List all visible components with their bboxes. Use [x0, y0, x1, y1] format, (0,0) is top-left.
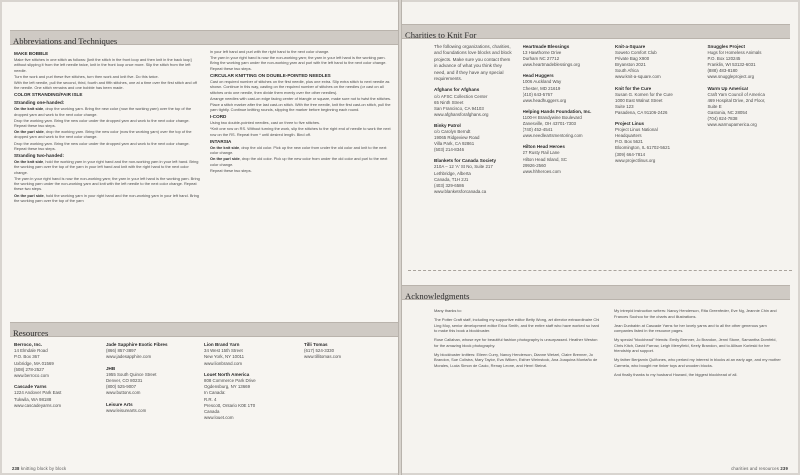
charity-entry — [523, 144, 607, 174]
step-side-label: On the purl side — [210, 156, 240, 162]
step-text: , drop the old color. Pick up the new color from under the old color and purl to the next color change. — [210, 156, 388, 167]
resource-line: Ogdensburg, NY 13669 — [204, 384, 251, 390]
acknowledgments-heading-bar — [402, 285, 790, 300]
resource-line: www.buttons.com — [106, 390, 141, 396]
charity-address-line: P.O. Box 5621 — [615, 139, 643, 145]
charity-address-line: www.blanketsforcanada.ca — [434, 188, 487, 194]
resource-line: 808 Commerce Park Drive — [204, 378, 256, 384]
resource-name: JHB — [106, 365, 116, 371]
charity-entry — [615, 44, 699, 81]
charity-name: Binky Patrol — [434, 122, 461, 128]
charity-address-line: South Africa — [615, 68, 639, 74]
charity-address-line: Soweto Comfort Club — [615, 50, 657, 56]
technique-step — [14, 106, 200, 117]
charity-address-line: 1100-H Brandywine Boulevard — [522, 114, 582, 120]
charity-address-line: (309) 664-7814 — [615, 151, 646, 157]
charity-address-line: 1000 East Walnut Street — [615, 97, 663, 103]
resource-entry — [14, 342, 106, 379]
charity-address-line: (888) 483-8180 — [707, 68, 738, 74]
charity-address-line: 29926-2560 — [522, 162, 546, 168]
resource-entry — [106, 366, 204, 397]
technique-subheading: Stranding two-handed: — [14, 153, 65, 159]
technique-heading: MAKE BOBBLE — [14, 51, 49, 56]
resource-line: Prescott, Ontario K0E 1T0 — [204, 402, 256, 408]
charity-address-line: www.knit-a-square.com — [615, 74, 661, 80]
charity-address-line: (704) 824-7838 — [707, 116, 738, 122]
charities-heading-bar — [402, 24, 790, 39]
charity-address-line: c/o Carolyn Berndt — [434, 129, 471, 134]
charity-name: Helping Hands Foundation, Inc. — [522, 108, 592, 114]
charity-column-4 — [707, 44, 788, 264]
acknowledgments-columns — [434, 308, 788, 458]
technique-paragraph: Make five stitches in one stitch as follows: [knit the stitch in the front loop and then knit in the back loop] without slipping it from the left needle twice, knit in the front loop once more. Slip the stitch from the left needle. — [14, 57, 192, 73]
resource-entry — [304, 342, 384, 361]
right-folio — [731, 466, 788, 471]
charity-entry — [434, 123, 515, 153]
charity-address-line: www.afghansforafghans.org — [434, 111, 489, 117]
resource-line: 1224 Andover Park East — [14, 390, 62, 396]
charity-address-line: c/o AFSC Collection Center — [434, 93, 488, 99]
resource-entry — [106, 342, 204, 361]
resource-name: Jade Sapphire Exotic Fibres — [106, 342, 168, 347]
resources-columns — [14, 342, 392, 457]
technique-paragraph: With the left needle, pull the second, third, fourth and fifth stitches, one at a time over the first stitch and off the needle. One stitch remains and one bobble has been made. — [14, 79, 197, 91]
charity-address-line: Suite E — [707, 103, 722, 109]
left-page-number: 238 — [12, 466, 20, 471]
charity-entry — [434, 87, 515, 117]
charity-address-line: Gastonia, NC 28054 — [707, 109, 748, 115]
charity-address-line: (740) 452-4541 — [522, 127, 553, 133]
charity-address-line: 469 Hospital Drive, 2nd Floor, — [707, 97, 766, 103]
charity-entry — [523, 73, 607, 103]
resource-line: www.lionbrand.com — [204, 360, 243, 366]
charities-heading: Charities to Knit For — [405, 30, 477, 40]
charity-name: Knit-a-Square — [615, 44, 646, 49]
step-side-label: On the knit side — [14, 159, 44, 165]
technique-paragraph: Repeat these two steps. — [210, 167, 252, 173]
acknowledgment-paragraph: Jean Dunbabin at Cascade Yarns for her lovely yarns and to all the other generous yarn companies listed in the resource pages. — [614, 322, 767, 333]
charity-entry — [615, 121, 699, 164]
charity-entry — [707, 44, 788, 81]
charity-address-line: Suite 123 — [615, 103, 634, 109]
step-side-label: On the purl side — [14, 192, 44, 198]
resource-name: Lion Brand Yarn — [204, 342, 240, 347]
abbreviations-heading-bar — [10, 30, 398, 45]
acknowledgment-paragraph: My father Benjamin Quiñones, who perked my interest in blocks at an early age, and my mother Carmela, who bought me tinker toys and wooden blocks. — [614, 357, 781, 368]
charity-address-line: (503) 214-8346 — [434, 147, 465, 153]
charity-address-line: Susan G. Komen for the Cure — [615, 91, 673, 97]
charity-address-line: San Francisco, CA 94103 — [434, 105, 484, 111]
charity-entry — [707, 86, 788, 129]
resource-line: www.berroco.com — [14, 373, 49, 379]
acknowledgment-paragraph: And finally thanks to my husband Howard, the biggest blockhead of all. — [614, 371, 738, 377]
charities-intro: The following organizations, charities, and foundations love blocks and block projects. Make sure you contact them in advance of what you think they need, and if they have any special requirements. — [434, 44, 512, 82]
left-page — [2, 2, 398, 473]
technique-step — [14, 193, 200, 204]
charity-address-line: www.headhuggers.org — [522, 97, 567, 103]
right-page-number: 239 — [780, 466, 788, 471]
technique-paragraph: Turn the work and purl these five stitches, turn then work and knit five. Do this twice. — [14, 73, 159, 79]
resources-heading-bar — [10, 322, 398, 337]
step-text: , drop the old color. Pick up the new color from under the old color and knit to the next color change. — [210, 145, 387, 156]
acknowledgment-paragraph: My blockbuster knitters: Eileen Curry, Nancy Henderson, Dianne Wetzel, Claire Brenner, Jo Brandon, Sue Colistra, Mary Taylor, Eva Wilken, Esther Weinstock, Ana Joaquina Montaño de Morales, Lucia Simon de Cacio, Renay Leone, and Henri Steinzi. — [434, 351, 598, 368]
technique-subheading: Stranding one-handed: — [14, 100, 65, 106]
charity-address-line: Canada, T1H 2J1 — [434, 176, 469, 182]
technique-paragraph: in your left hand and purl with the right hand to the next color change. — [210, 49, 330, 54]
charity-address-line: 65 Ninth Street — [434, 99, 464, 105]
resource-line: www.jadesapphire.com — [106, 354, 152, 360]
resources-column — [14, 342, 106, 457]
resource-line: 34 West 15th Street — [204, 348, 243, 354]
charity-name: Blankets for Canada Society — [434, 158, 497, 164]
technique-paragraph: Using two double-pointed needles, cast on three to five stitches. — [210, 120, 321, 126]
charity-address-line: P.O. Box 120245 — [707, 56, 741, 62]
charity-address-line: Craft Yarn Council of America — [707, 91, 765, 97]
acknowledgments-column-1 — [434, 308, 600, 458]
right-page — [402, 2, 798, 473]
step-text: , hold the working yarn in your right hand and the non-working yarn in your left hand. Bring the working yarn over the top of the yarn — [14, 192, 199, 203]
resource-name: Berroco, Inc. — [14, 342, 43, 347]
resource-name: Leisure Arts — [106, 401, 133, 407]
resource-entry — [14, 384, 106, 409]
technique-step — [14, 129, 200, 140]
resource-line: www.tillitomas.com — [304, 354, 342, 360]
resource-line: In Canada: — [204, 390, 226, 396]
charity-address-line: Hilton Head Island, SC — [522, 156, 567, 162]
step-side-label: On the knit side — [210, 145, 240, 151]
technique-heading: CIRCULAR KNITTING ON DOUBLE-POINTED NEEDLES — [210, 72, 331, 78]
technique-paragraph: The yarn in your right hand is now the non-working yarn; the yarn in your left hand is the working yarn. Bring the working yarn under the non-working yarn and purl with the left hand to the next color change. Repeat these two steps. — [210, 55, 387, 71]
resource-name: Tilli Tomas — [304, 342, 328, 347]
charity-address-line: Villa Park, CA 92861 — [434, 141, 475, 147]
resource-line: (866) 857-3897 — [106, 348, 137, 354]
charity-address-line: www.hhheroes.com — [522, 168, 561, 174]
charity-address-line: Private Bag X900 — [615, 56, 650, 62]
resource-line: Uxbridge, MA 01569 — [14, 360, 54, 366]
technique-heading: COLOR STRANDING/FAIR ISLE — [14, 92, 83, 98]
charity-address-line: 19065 Ridgeview Road — [434, 135, 480, 141]
left-folio-text: knitting block by block — [20, 466, 67, 471]
acknowledgments-column-2 — [614, 308, 786, 458]
charity-address-line: Chester, MD 21619 — [522, 85, 561, 91]
abbreviations-heading: Abbreviations and Techniques — [13, 36, 118, 46]
resource-line: R.R. 4 — [204, 396, 217, 402]
technique-step — [14, 159, 200, 175]
resource-line: Canada — [204, 409, 220, 415]
technique-paragraph: *Knit one row on RS. Without turning the work, slip the stitches to the right end of needle to work the next row on the RS. Repeat from * until desired length. Bind off. — [210, 126, 391, 137]
resource-line: 1955 South Quince Street — [106, 371, 157, 377]
technique-paragraph: Cast on required number of stitches on the first needle, plus one extra. Slip extra stitch to next needle as shown. Continue in this way, casting on the required number of stitches on the needles (or cast on all stitches onto one needle, then divide them evenly over the other needles). — [210, 78, 390, 95]
acknowledgment-paragraph: My intrepid instruction writers: Nancy Henderson, Rita Greenfeder, Eve Ng, Jeannie Chin and Frances Soohoo for the charts and illustrations. — [614, 308, 777, 319]
charity-address-line: www.warmupamerica.org — [707, 122, 757, 128]
resource-line: www.louet.com — [204, 415, 234, 421]
step-side-label: On the knit side — [14, 106, 44, 112]
technique-paragraph: Place a stitch marker after the last cast-on stitch. With the free needle, knit the first cast-on stitch, pull the yarn tightly. Continue knitting rounds, slipping the marker before beginning each round. — [210, 101, 391, 113]
acknowledgment-paragraph: Many thanks to: — [434, 308, 462, 313]
resources-heading: Resources — [13, 328, 49, 338]
charity-address-line: Pasadena, CA 91106-2426 — [615, 109, 668, 115]
techniques-column-2 — [210, 49, 392, 304]
resource-name: Louet North America — [204, 371, 250, 377]
charity-address-line: Project Linus National — [615, 127, 658, 133]
resource-line: (800) 525-9007 — [106, 384, 137, 390]
charity-name: Heartmade Blessings — [522, 44, 570, 49]
resource-line: 14 Elmdale Road — [14, 348, 48, 354]
charity-entry — [523, 44, 607, 68]
charity-name: Knit for the Cure — [615, 85, 652, 91]
resource-line: (508) 278-2527 — [14, 366, 45, 372]
technique-paragraph: Drop the working yarn. Bring the new color under the dropped yarn and work to the next color change. Repeat these two steps. — [14, 117, 190, 129]
charity-entry — [523, 109, 607, 139]
acknowledgment-paragraph: My special "blockhead" friends: Emily Brenner, Jo Brandon, Jenni Stone, Samantha Dornfeld, Chris Kitch, David Farrow, Leigh Merryfield, Keely Brandon, and to Allison Korleski for her friendship and support. — [614, 337, 777, 353]
charity-name: Hilton Head Heroes — [522, 144, 565, 150]
step-side-label: On the purl side — [14, 129, 44, 135]
resource-name: Cascade Yarns — [14, 384, 47, 390]
charity-column-1 — [434, 44, 515, 264]
technique-paragraph: Arrange needles with cast-on edge facing center of triangle or square, make sure not to twist the stitches. — [210, 95, 392, 101]
acknowledgment-paragraph: Rose Callahan, whose eye for beautiful fashion photography is unsurpassed. Heather Weston for the amazing block photography. — [434, 337, 598, 348]
charity-name: Snuggles Project — [707, 44, 745, 49]
charity-address-line: 27 Rusty Rail Lane — [522, 150, 560, 156]
resources-column — [204, 342, 304, 457]
technique-heading: I-CORD — [210, 114, 227, 120]
charity-address-line: (403) 329-6586 — [434, 182, 465, 188]
charity-address-line: Zanesville, OH 43701-7303 — [522, 121, 576, 127]
step-text: , drop the working yarn. Bring the new color (now the working yarn) over the top of the dropped yarn and work to the next color change. — [14, 106, 192, 117]
resource-line: www.cascadeyarns.com — [14, 402, 62, 408]
charity-address-line: Bryanston 2021 — [615, 62, 646, 68]
charity-list-1 — [434, 87, 515, 153]
charity-column-3 — [615, 44, 699, 264]
charity-column-2 — [523, 44, 607, 264]
step-text: , hold the working yarn in your right hand and the non-working yarn in your left hand. Bring the working yarn over the top of the yarn in your left hand and knit with the right hand to the next color change. — [14, 159, 199, 175]
charity-address-line: 210A – 12 'A' St No, Suite 217 — [434, 164, 493, 170]
charity-address-line: (410) 643-5767 — [522, 91, 553, 97]
charity-address-line: Bloomington, IL 61702-5621 — [615, 145, 671, 151]
resource-line: (617) 524-3330 — [304, 348, 335, 354]
resource-line: New York, NY 10011 — [204, 354, 245, 360]
resources-column — [304, 342, 384, 457]
techniques-columns — [14, 49, 392, 304]
section-divider — [408, 270, 792, 271]
resource-line: www.leisurearts.com — [106, 407, 147, 413]
charity-address-line: 13 Hawthorne Drive — [522, 50, 562, 56]
charity-address — [434, 164, 515, 194]
charity-entry — [615, 86, 699, 116]
charity-name: Warm Up America! — [707, 85, 749, 91]
resource-line: Tukwila, WA 98188 — [14, 396, 52, 402]
charity-name: Head Huggers — [522, 73, 554, 79]
resource-entry — [204, 342, 304, 367]
resources-column — [106, 342, 204, 457]
acknowledgment-paragraph: The Potter Craft staff, including my supportive editor Betty Wong, art director extraordinaire Chi Ling Moy, senior development editor Erica Smith, and the entire staff who have worked so hard to make this book a blockbuster. — [434, 317, 600, 333]
right-folio-text: charities and resources — [731, 466, 780, 471]
charity-entry — [434, 158, 515, 195]
charity-address-line: 1006 Auckland Way — [522, 79, 562, 85]
resource-entry — [106, 402, 204, 414]
charity-address-line: Hugs for Homeless Animals — [707, 50, 762, 56]
technique-step — [210, 156, 392, 167]
charity-address-line: Franklin, WI 53132-6031 — [707, 62, 756, 68]
technique-paragraph: The yarn in your right hand is now the non-working yarn; the yarn in your left hand is the working yarn. Bring the working yarn under the non-working yarn and knit with the left needle to the next color change. Repeat these two steps. — [14, 175, 200, 192]
charity-address-line: Headquarters — [615, 133, 642, 139]
technique-paragraph: Drop the working yarn. Bring the new color under the dropped yarn and work to the next color change. Repeat these two steps. — [14, 140, 190, 151]
resource-entry — [204, 372, 304, 422]
resource-line: P.O. Box 367 — [14, 354, 40, 360]
acknowledgments-heading: Acknowledgments — [405, 291, 470, 301]
charity-address-line: Durham NC 27712 — [522, 56, 560, 62]
left-folio — [12, 466, 66, 471]
technique-step — [210, 145, 392, 156]
technique-heading: INTARSIA — [210, 139, 232, 145]
charity-name: Project Linus — [615, 121, 645, 127]
charity-address-line: www.heartmadeblessings.org — [522, 62, 580, 68]
charity-name: Afghans for Afghans — [434, 87, 480, 93]
techniques-column-1 — [14, 49, 200, 304]
charity-address-line: Lethbridge, Alberta — [434, 170, 471, 176]
resource-line: Denver, CO 80231 — [106, 378, 143, 384]
charities-columns — [434, 44, 788, 264]
charity-address-line: www.snuggleproject.org — [707, 74, 755, 80]
charity-address-line: www.projectlinus.org — [615, 157, 656, 163]
charity-address-line: www.needleartsmentoring.com — [522, 133, 583, 139]
step-text: , drop the working yarn. Bring the new color (now the working yarn) over the top of the dropped yarn and work to the next color change. — [14, 129, 192, 140]
